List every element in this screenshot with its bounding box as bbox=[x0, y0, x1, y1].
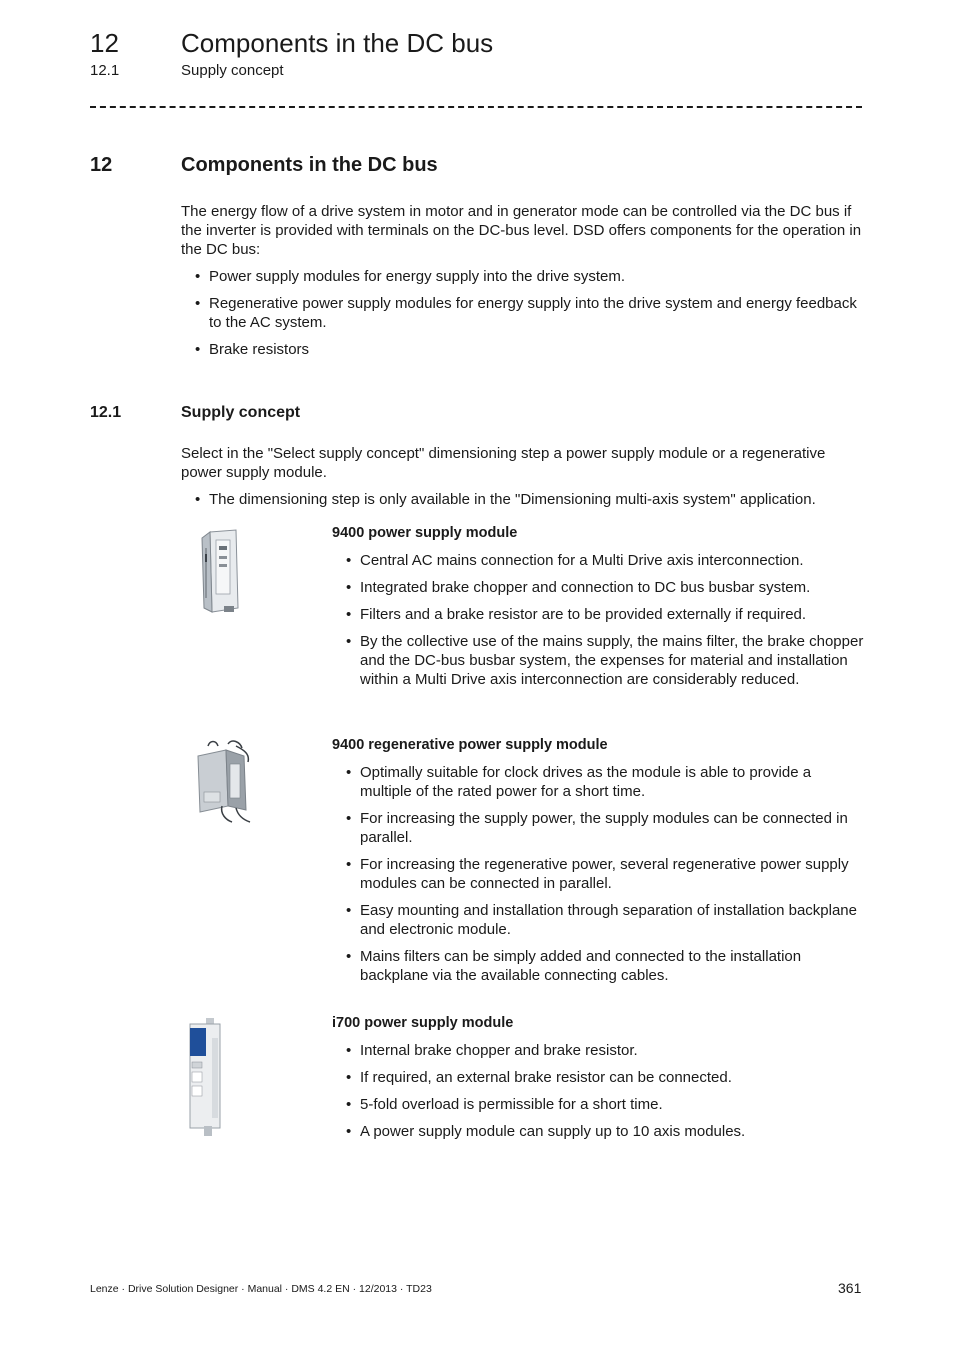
chapter-bullet-list bbox=[181, 267, 865, 359]
list-item: • Easy mounting and installation through separation of installation backplane and electronic module. bbox=[332, 901, 864, 939]
list-item: • Integrated brake chopper and connection to DC bus busbar system. bbox=[332, 578, 864, 597]
module-9400-power-supply-image bbox=[196, 528, 248, 614]
list-item: • If required, an external brake resistor can be connected. bbox=[332, 1068, 864, 1087]
module-i700-power-supply bbox=[332, 1014, 864, 1149]
running-header-chapter-number: 12 bbox=[90, 28, 119, 58]
page-number: 361 bbox=[838, 1280, 862, 1296]
footer-text: Lenze · Drive Solution Designer · Manual · DMS 4.2 EN · 12/2013 · TD23 bbox=[90, 1283, 432, 1295]
module-bullet-list bbox=[332, 763, 864, 985]
list-item: • For increasing the supply power, the supply modules can be connected in parallel. bbox=[332, 809, 864, 847]
section-title: Supply concept bbox=[181, 404, 301, 421]
module-title: 9400 regenerative power supply module bbox=[332, 737, 608, 753]
list-item: • Filters and a brake resistor are to be provided externally if required. bbox=[332, 605, 864, 624]
list-item: • Brake resistors bbox=[181, 340, 865, 359]
section-number: 12.1 bbox=[90, 404, 122, 421]
running-header-section-title: Supply concept bbox=[181, 62, 284, 79]
module-title: 9400 power supply module bbox=[332, 525, 518, 541]
list-item: • A power supply module can supply up to 10 axis modules. bbox=[332, 1122, 864, 1141]
section-bullet-list bbox=[181, 490, 865, 509]
list-item: • Power supply modules for energy supply into the drive system. bbox=[181, 267, 865, 286]
chapter-body bbox=[181, 202, 865, 367]
list-item: • The dimensioning step is only available in the "Dimensioning multi-axis system" application. bbox=[181, 490, 865, 509]
module-9400-power-supply bbox=[332, 524, 864, 697]
chapter-intro: The energy flow of a drive system in motor and in generator mode can be controlled via the DC bus if the inverter is provided with terminals on the DC-bus level. DSD offers components for the operation in the DC bus: bbox=[181, 203, 862, 258]
module-bullet-list bbox=[332, 551, 864, 689]
list-item: • Central AC mains connection for a Multi Drive axis interconnection. bbox=[332, 551, 864, 570]
list-item: • Regenerative power supply modules for energy supply into the drive system and energy feedback to the AC system. bbox=[181, 294, 865, 332]
list-item: • By the collective use of the mains supply, the mains filter, the brake chopper and the DC-bus busbar system, the expenses for material and installation within a Multi Drive axis interconnection are considerably reduced. bbox=[332, 632, 864, 689]
list-item: • For increasing the regenerative power, several regenerative power supply modules can be connected in parallel. bbox=[332, 855, 864, 893]
running-header-chapter-title: Components in the DC bus bbox=[181, 28, 494, 58]
module-title: i700 power supply module bbox=[332, 1015, 514, 1031]
list-item: • Internal brake chopper and brake resistor. bbox=[332, 1041, 864, 1060]
module-i700-power-supply-image bbox=[186, 1018, 226, 1138]
section-intro: Select in the "Select supply concept" dimensioning step a power supply module or a regenerative power supply module. bbox=[181, 445, 826, 481]
list-item: • Mains filters can be simply added and connected to the installation backplane via the available connecting cables. bbox=[332, 947, 864, 985]
list-item: • Optimally suitable for clock drives as the module is able to provide a multiple of the rated power for a short time. bbox=[332, 763, 864, 801]
module-bullet-list bbox=[332, 1041, 864, 1141]
module-9400-regenerative-image bbox=[192, 740, 258, 828]
running-header-section-number: 12.1 bbox=[90, 62, 120, 79]
header-divider bbox=[90, 106, 862, 108]
list-item: • 5-fold overload is permissible for a short time. bbox=[332, 1095, 864, 1114]
chapter-title: Components in the DC bus bbox=[181, 154, 438, 176]
module-9400-regenerative-power-supply bbox=[332, 736, 864, 993]
section-body bbox=[181, 444, 865, 517]
chapter-number: 12 bbox=[90, 154, 113, 176]
